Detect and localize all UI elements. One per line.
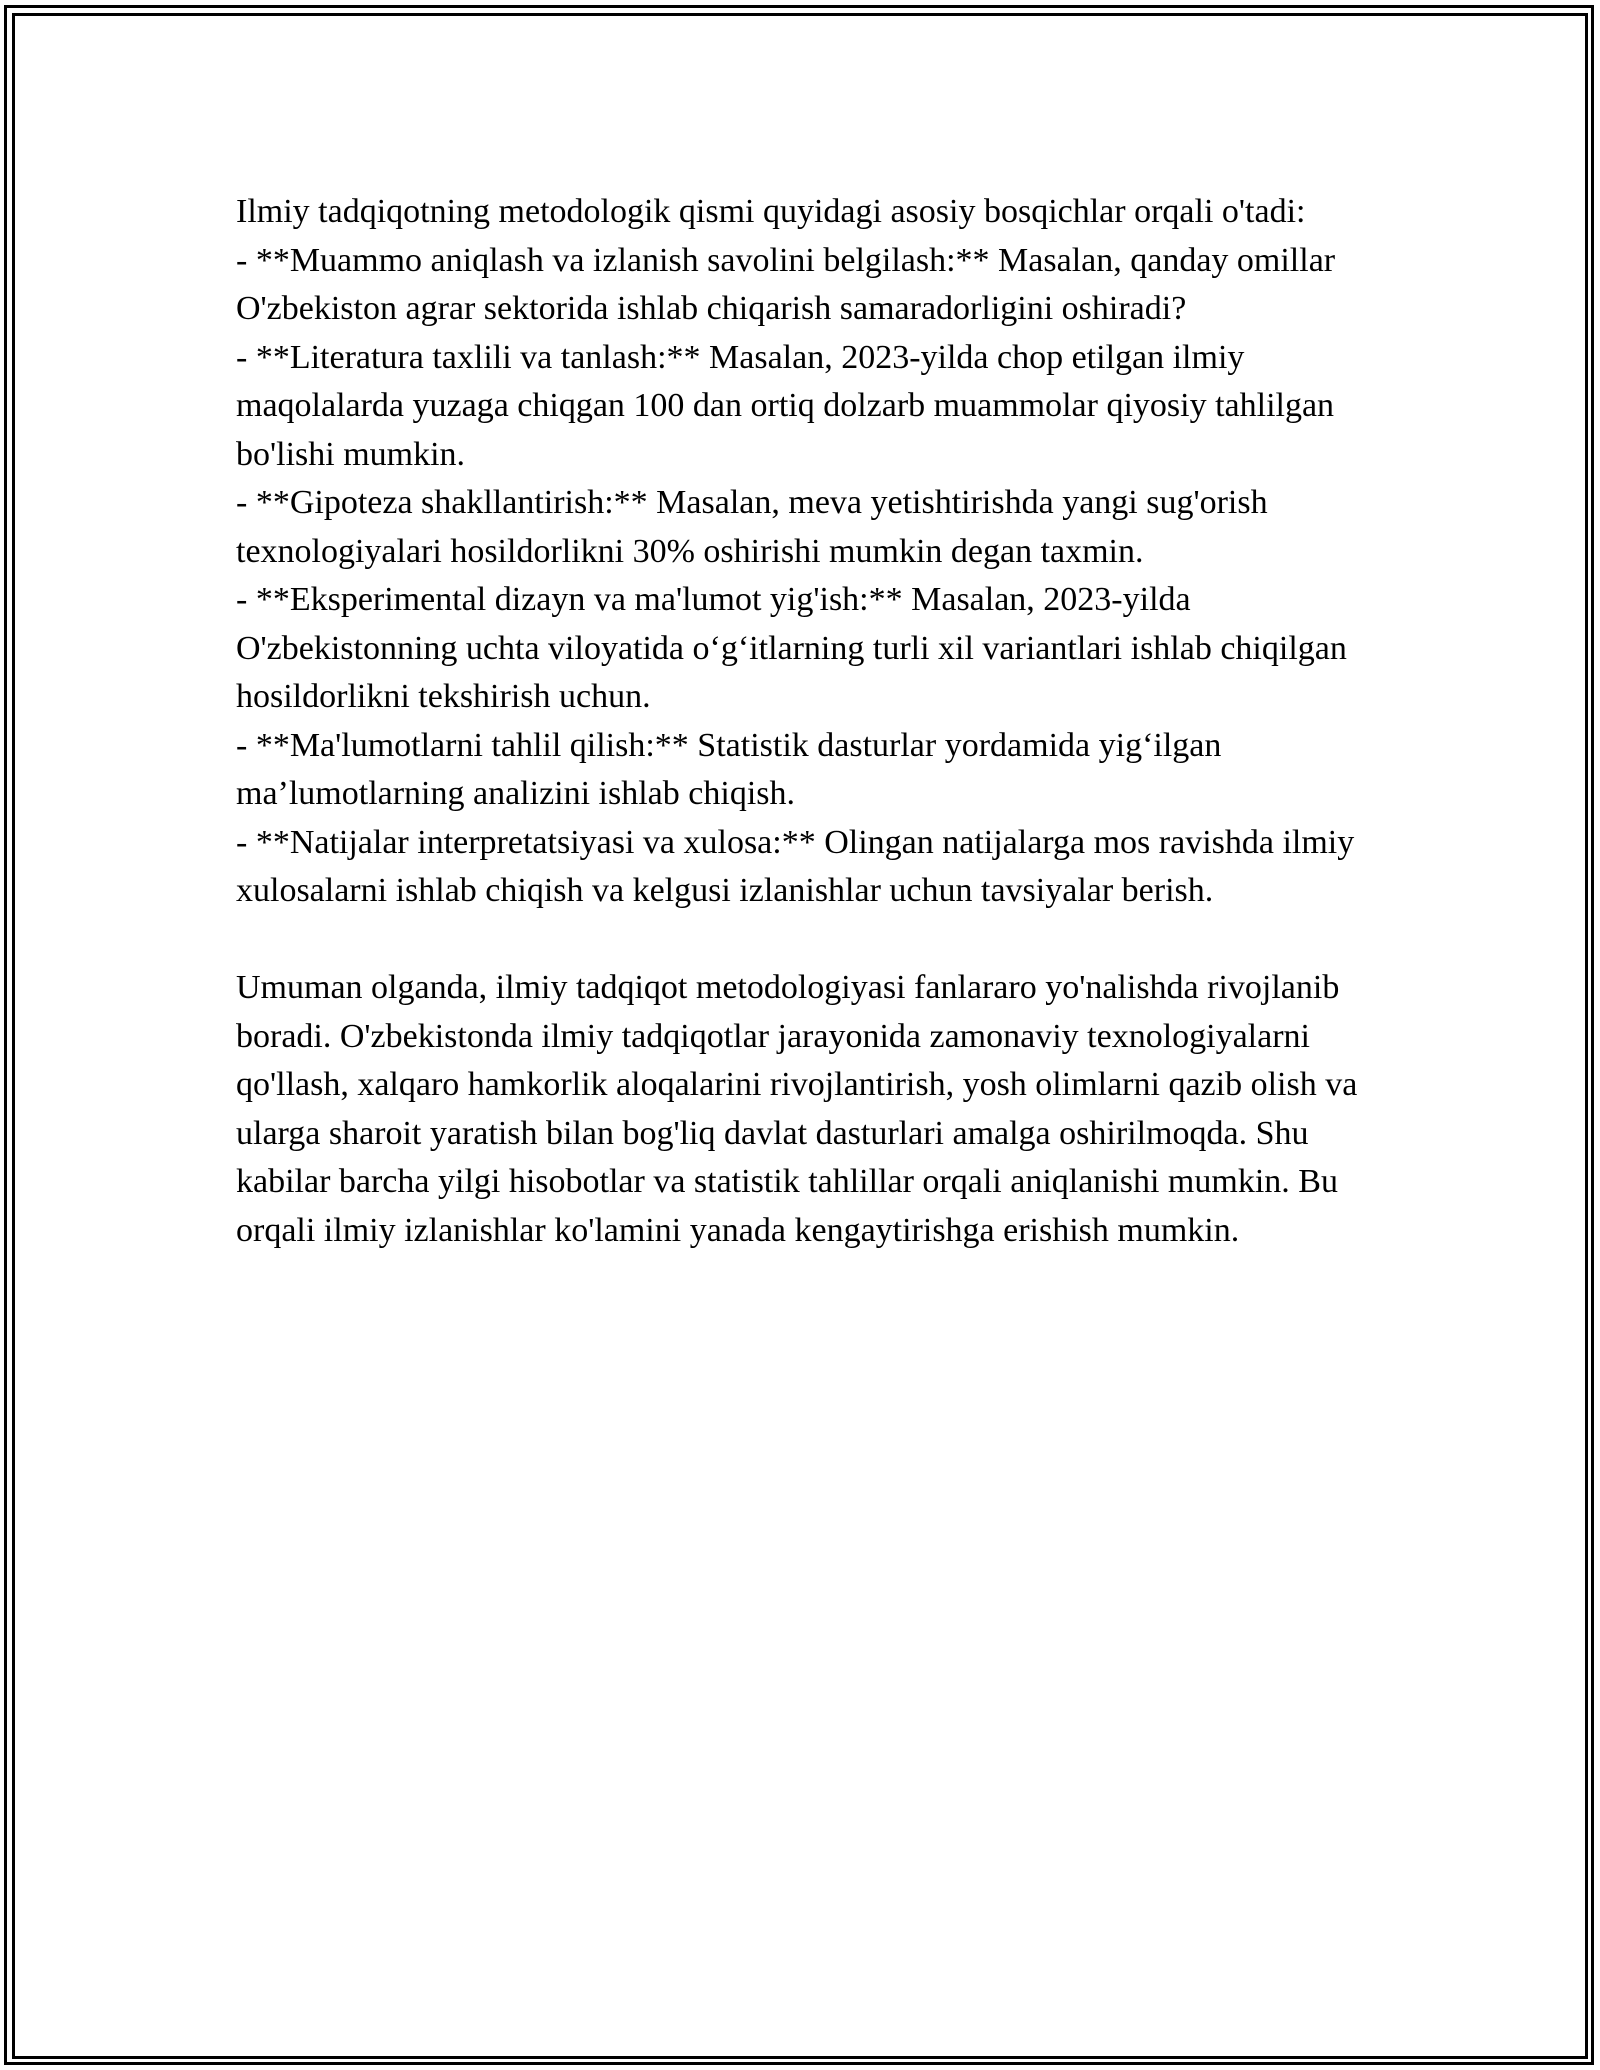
paragraph-spacer bbox=[236, 916, 1376, 965]
step-item-hypothesis: - **Gipoteza shakllantirish:** Masalan, meva yetishtirishda yangi sug'orish texnologiyalari hosildorlikni 30% oshirishi mumkin degan taxmin. bbox=[236, 484, 1268, 570]
step-item-data-analysis: - **Ma'lumotlarni tahlil qilish:** Statistik dasturlar yordamida yig‘ilgan ma’lumotlarning analizini ishlab chiqish. bbox=[236, 726, 1222, 812]
step-item-experimental-design: - **Eksperimental dizayn va ma'lumot yig'ish:** Masalan, 2023-yilda O'zbekistonning uchta viloyatida o‘g‘itlarning turli xil variantlari ishlab chiqilgan hosildorlikni tekshirish uchun. bbox=[236, 581, 1347, 715]
step-item-problem-definition: - **Muammo aniqlash va izlanish savolini belgilash:** Masalan, qanday omillar O'zbekiston agrar sektorida ishlab chiqarish samaradorligini oshiradi? bbox=[236, 241, 1336, 327]
step-item-interpretation: - **Natijalar interpretatsiyasi va xulosa:** Olingan natijalarga mos ravishda ilmiy xulosalarni ishlab chiqish va kelgusi izlanishlar uchun tavsiyalar berish. bbox=[236, 823, 1355, 909]
summary-paragraph: Umuman olganda, ilmiy tadqiqot metodologiyasi fanlararo yo'nalishda rivojlanib boradi. O'zbekistonda ilmiy tadqiqotlar jarayonida zamonaviy texnologiyalarni qo'llash, xalqaro hamkorlik aloqalarini rivojlantirish, yosh olimlarni qazib olish va ularga sharoit yaratish bilan bog'liq davlat dasturlari amalga oshirilmoqda. Shu kabilar barcha yilgi hisobotlar va statistik tahlillar orqali aniqlanishi mumkin. Bu orqali ilmiy izlanishlar ko'lamini yanada kengaytirishga erishish mumkin. bbox=[236, 969, 1358, 1249]
step-item-literature-review: - **Literatura taxlili va tanlash:** Masalan, 2023-yilda chop etilgan ilmiy maqolalarda yuzaga chiqgan 100 dan ortiq dolzarb muammolar qiyosiy tahlilgan bo'lishi mumkin. bbox=[236, 338, 1335, 473]
intro-paragraph: Ilmiy tadqiqotning metodologik qismi quyidagi asosiy bosqichlar orqali o'tadi: bbox=[236, 193, 1306, 230]
document-body bbox=[236, 188, 1376, 1255]
